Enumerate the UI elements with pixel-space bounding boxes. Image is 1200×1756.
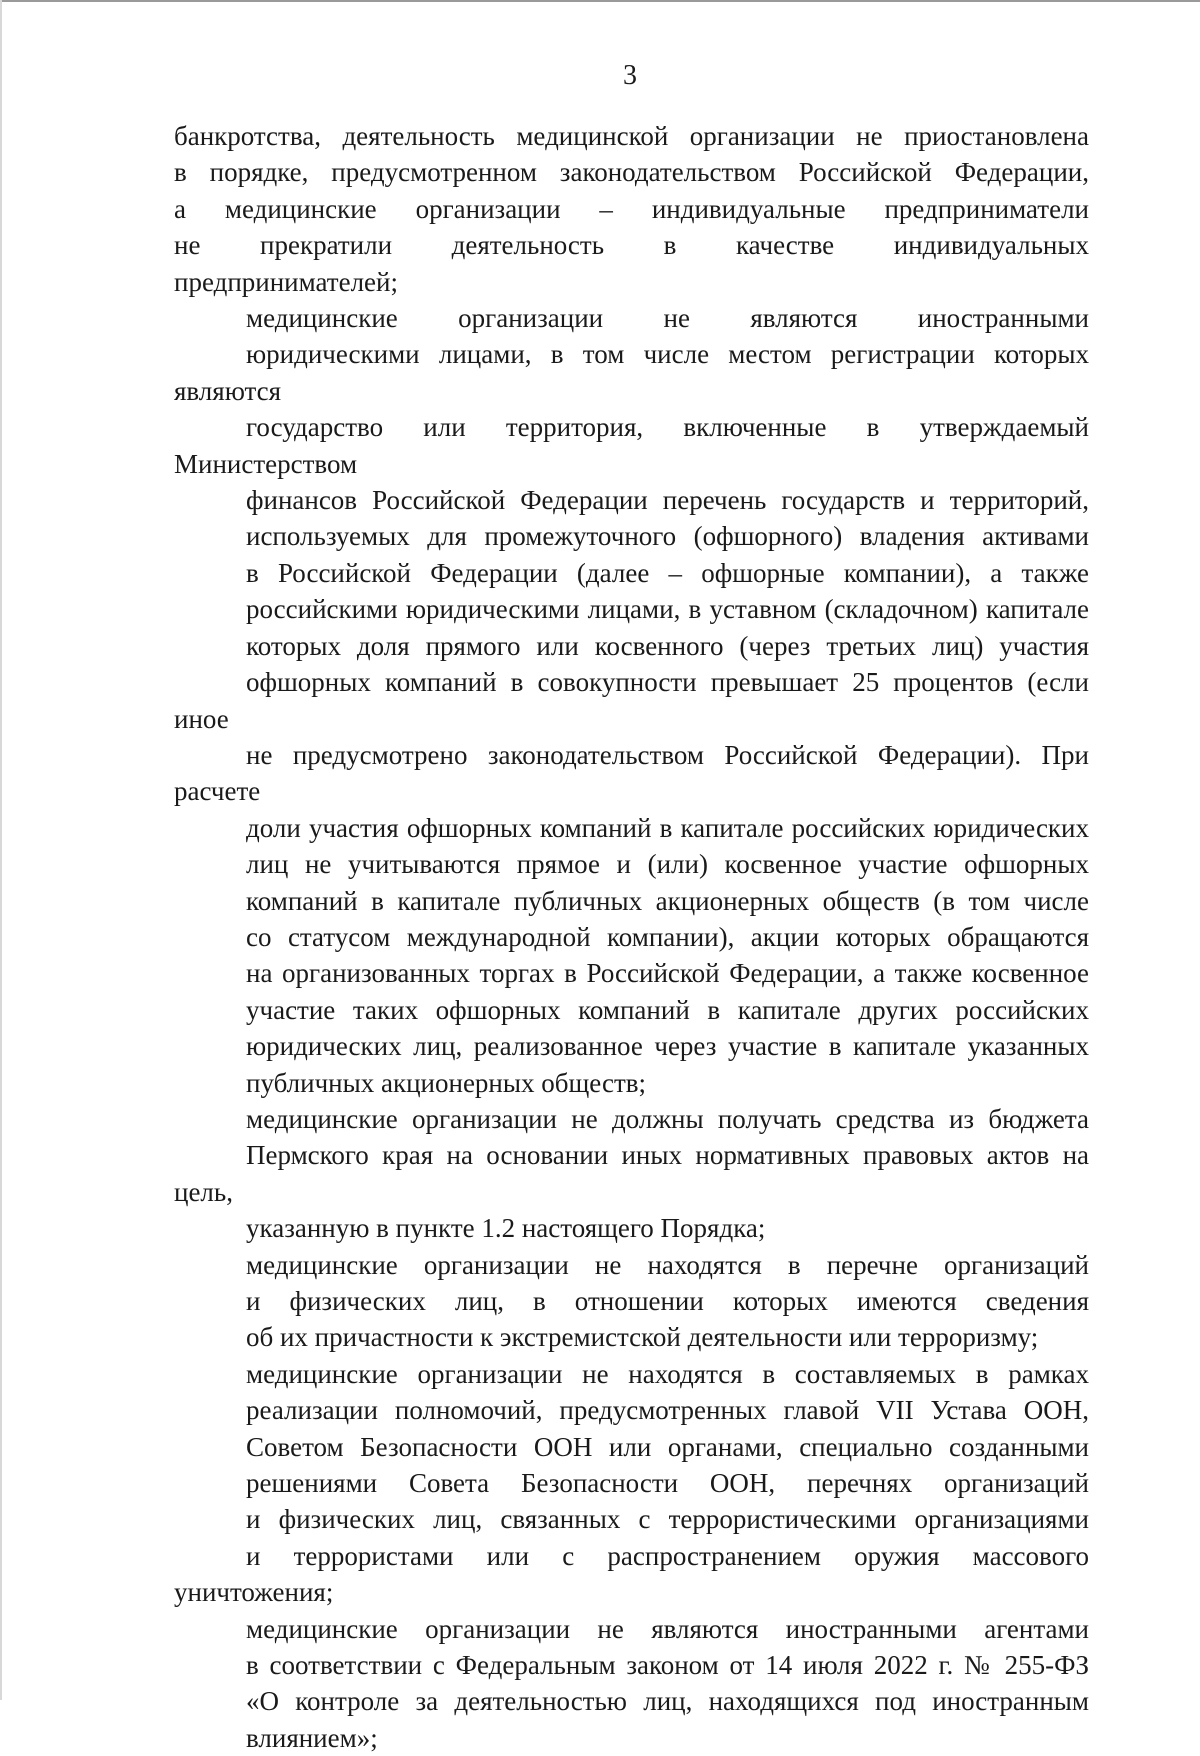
- text-line: об их причастности к экстремистской деятельности или терроризму;: [246, 1322, 1039, 1353]
- text-line: офшорных компаний в совокупности превышает 25 процентов (если иное: [174, 667, 1089, 734]
- text-line: Пермского края на основании иных нормативных правовых актов на цель,: [174, 1140, 1089, 1207]
- text-line: «О контроле за деятельностью лиц, находящихся под иностранным: [246, 1686, 1089, 1717]
- text-line: компаний в капитале публичных акционерных обществ (в том числе: [246, 885, 1089, 916]
- text-line: Советом Безопасности ООН или органами, специально созданными: [246, 1431, 1089, 1462]
- text-line: юридическими лицами, в том числе местом регистрации которых являются: [174, 339, 1089, 406]
- text-line: предпринимателей;: [174, 266, 398, 297]
- text-line: и террористами или с распространением оружия массового уничтожения;: [174, 1540, 1089, 1608]
- paragraph: [174, 1356, 1089, 1611]
- text-line: которых доля прямого или косвенного (через третьих лиц) участия: [246, 630, 1089, 661]
- text-line: в порядке, предусмотренном законодательством Российской Федерации,: [174, 157, 1089, 188]
- text-line: а медицинские организации – индивидуальные предприниматели: [174, 193, 1089, 224]
- text-line: на организованных торгах в Российской Федерации, а также косвенное: [246, 958, 1089, 989]
- text-line: и физических лиц, в отношении которых имеются сведения: [246, 1286, 1089, 1316]
- text-line: публичных акционерных обществ;: [246, 1067, 646, 1098]
- text-line: в соответствии с Федеральным законом от 14 июля 2022 г. № 255-ФЗ: [246, 1650, 1089, 1681]
- text-line: не прекратили деятельность в качестве индивидуальных: [174, 230, 1089, 261]
- text-line: реализации полномочий, предусмотренных главой VII Устава ООН,: [246, 1395, 1089, 1426]
- page-number: 3: [623, 60, 637, 91]
- text-line: участие таких офшорных компаний в капитале других российских: [246, 994, 1089, 1025]
- text-line: медицинские организации не являются иностранными: [246, 303, 1089, 334]
- paragraph: [174, 300, 1089, 1101]
- text-line: решениями Совета Безопасности ООН, перечнях организаций: [246, 1468, 1089, 1499]
- paragraph: [174, 1101, 1089, 1247]
- text-line: указанную в пункте 1.2 настоящего Порядка;: [246, 1213, 766, 1244]
- scan-edge-top: [0, 0, 1200, 2]
- text-line: и физических лиц, связанных с террористическими организациями: [246, 1504, 1089, 1535]
- text-line: российскими юридическими лицами, в уставном (складочном) капитале: [246, 594, 1089, 625]
- text-line: юридических лиц, реализованное через участие в капитале указанных: [246, 1031, 1089, 1062]
- text-line: государство или территория, включенные в утверждаемый Министерством: [174, 412, 1089, 479]
- text-line: влиянием»;: [246, 1722, 378, 1753]
- text-line: со статусом международной компании), акции которых обращаются: [246, 921, 1089, 952]
- text-line: медицинские организации не являются иностранными агентами: [246, 1613, 1089, 1644]
- text-line: финансов Российской Федерации перечень государств и территорий,: [246, 485, 1089, 516]
- paragraph: [174, 118, 1089, 300]
- text-line: медицинские организации не должны получать средства из бюджета: [246, 1103, 1089, 1134]
- text-line: лиц не учитываются прямое и (или) косвенное участие офшорных: [246, 849, 1089, 880]
- text-line: используемых для промежуточного (офшорного) владения активами: [246, 521, 1089, 552]
- text-line: в Российской Федерации (далее – офшорные компании), а также: [246, 557, 1089, 588]
- text-line: не предусмотрено законодательством Российской Федерации). При расчете: [174, 739, 1089, 807]
- document-body: [174, 118, 1089, 1756]
- text-line: медицинские организации не находятся в перечне организаций: [246, 1249, 1089, 1280]
- text-line: банкротства, деятельность медицинской организации не приостановлена: [174, 121, 1089, 151]
- text-line: доли участия офшорных компаний в капитале российских юридических: [246, 812, 1089, 843]
- scan-edge-left: [0, 0, 2, 1700]
- paragraph: [174, 1611, 1089, 1756]
- text-line: медицинские организации не находятся в составляемых в рамках: [246, 1358, 1089, 1389]
- paragraph: [174, 1247, 1089, 1356]
